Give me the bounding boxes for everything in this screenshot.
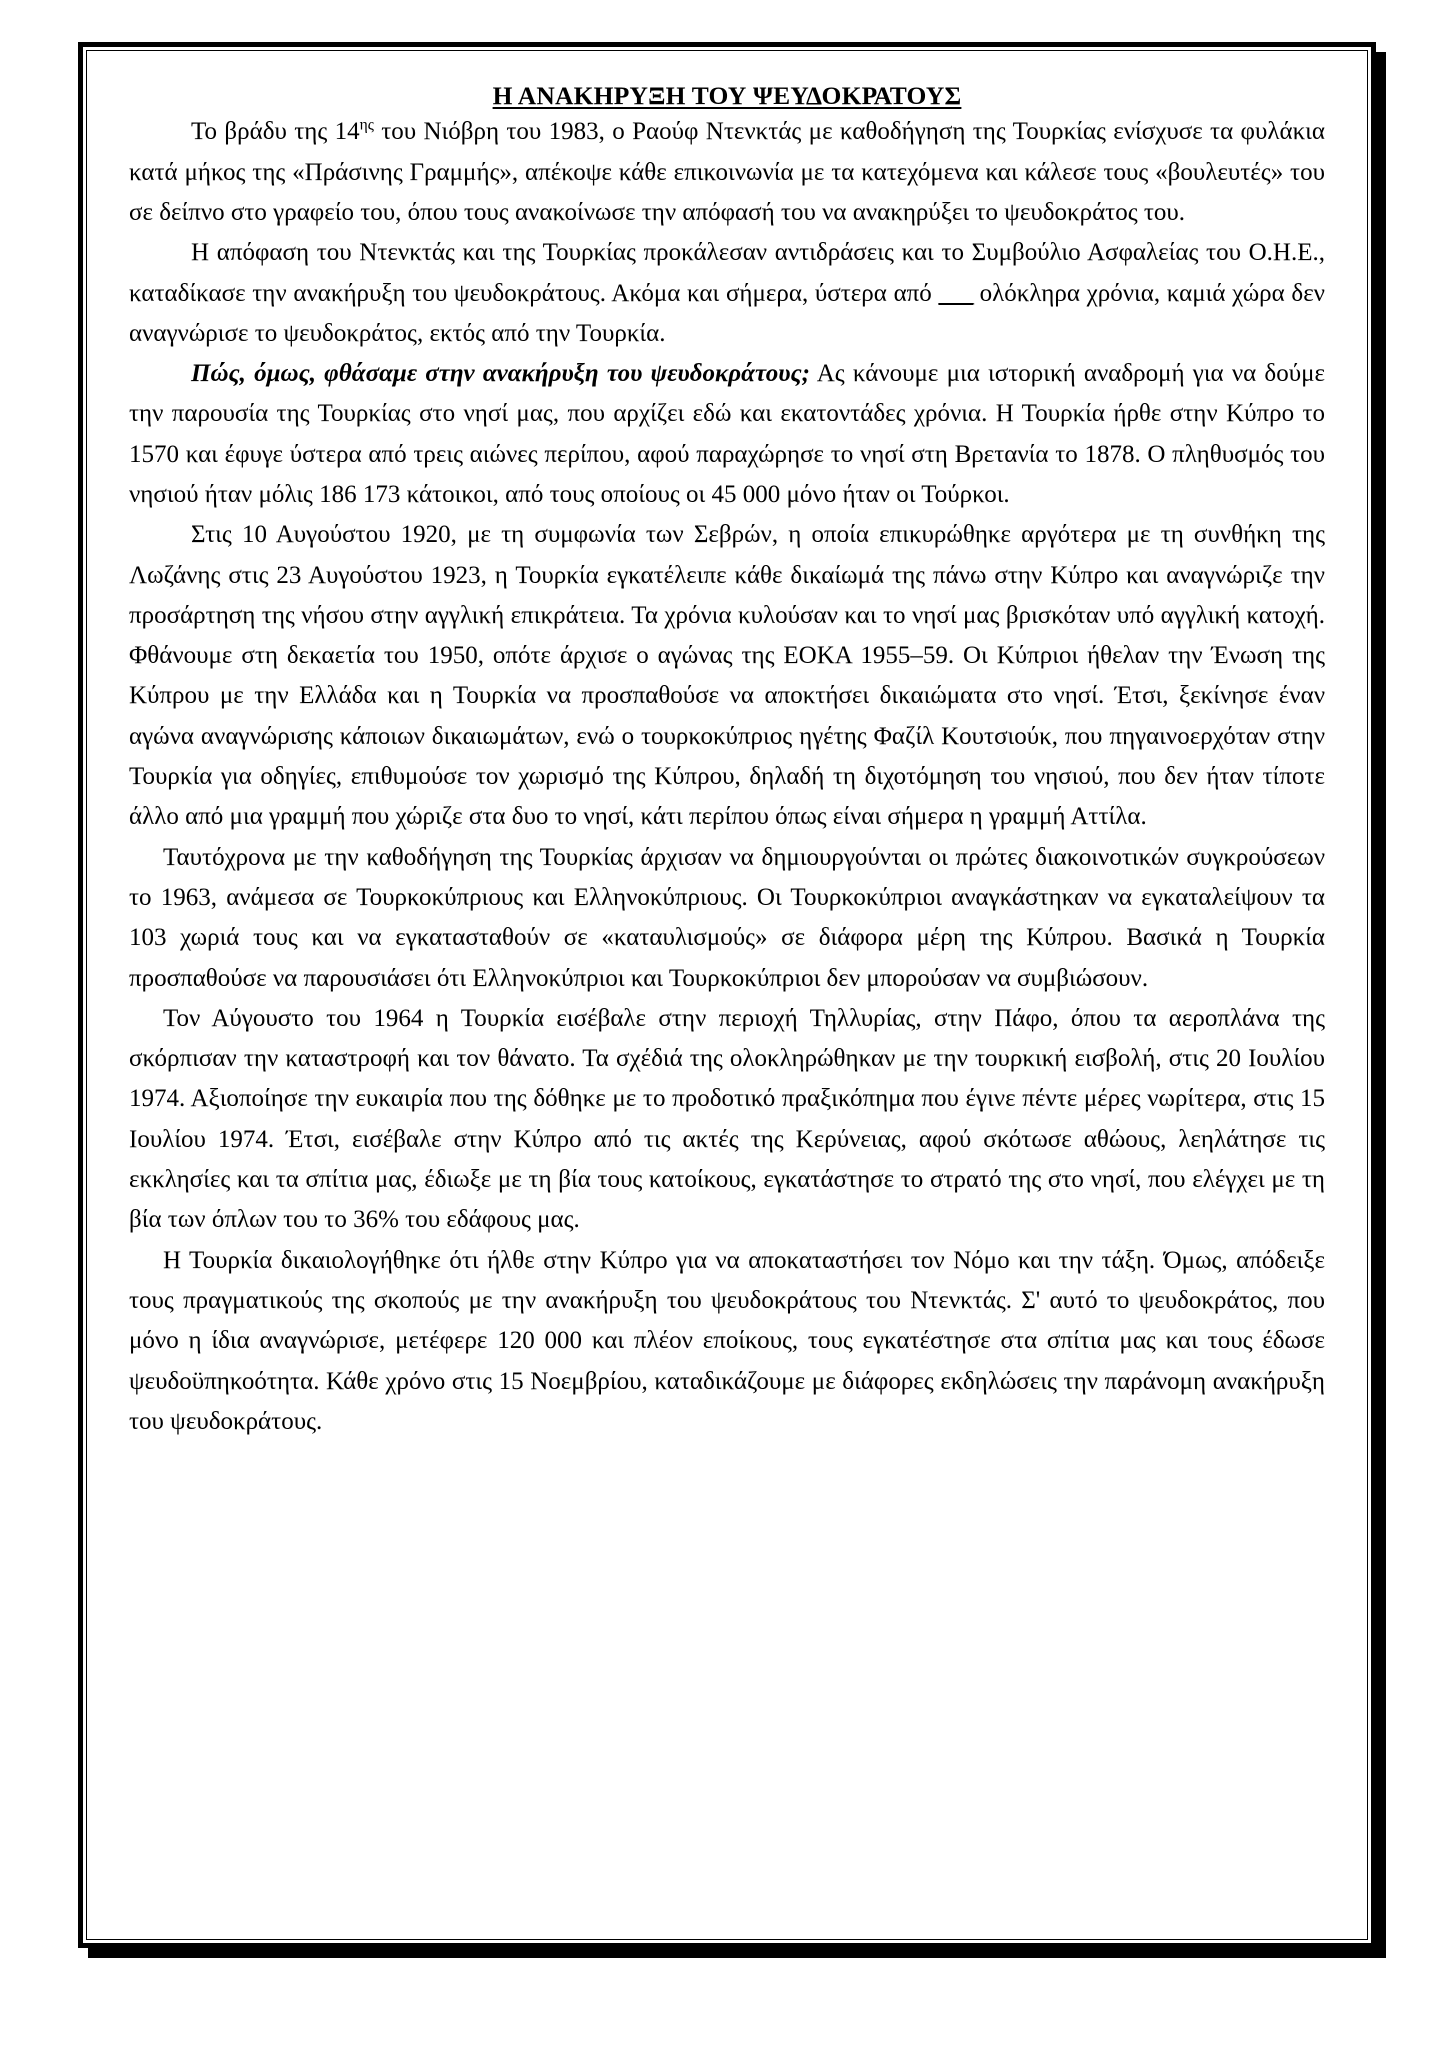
document-body [83, 47, 1371, 1943]
paragraph-5: Ταυτόχρονα με την καθοδήγηση της Τουρκίας άρχισαν να δημιουργούνται οι πρώτες διακοινοτικών συγκρούσεων το 1963, ανάμεσα σε Τουρκοκύπριους και Ελληνοκύπριους. Οι Τουρκοκύπριοι αναγκάστηκαν να εγκαταλείψουν τα 103 χωριά τους και να εγκατασταθούν σε «καταυλισμούς» σε διάφορα μέρη της Κύπρου. Βασικά η Τουρκία προσπαθούσε να παρουσιάσει ότι Ελληνοκύπριοι και Τουρκοκύπριοι δεν μπορούσαν να συμβιώσουν. [129, 843, 1325, 992]
paragraph-2-part-b: ολόκληρα χρόνια, καμιά χώρα δεν αναγνώρισε το ψευδοκράτος, εκτός από την Τουρκία. [129, 279, 1325, 347]
ordinal-superscript: ης [359, 116, 374, 134]
paragraph-1 [129, 112, 1325, 233]
paragraph-2-part-a: Η απόφαση του Ντενκτάς και της Τουρκίας προκάλεσαν αντιδράσεις και το Συμβούλιο Ασφαλείας του Ο.Η.Ε., καταδίκασε την ανακήρυξη του ψευδοκράτους. Ακόμα και σήμερα, ύστερα από [129, 239, 1325, 307]
paragraph-4: Στις 10 Αυγούστου 1920, με τη συμφωνία των Σεβρών, η οποία επικυρώθηκε αργότερα με τη συνθήκη της Λωζάνης στις 23 Αυγούστου 1923, η Τουρκία εγκατέλειπε κάθε δικαίωμά της πάνω στην Κύπρο και αναγνώριζε την προσάρτηση της νήσου στην αγγλική επικράτεια. Τα χρόνια κυλούσαν και το νησί μας βρισκόταν υπό αγγλική κατοχή. Φθάνουμε στη δεκαετία του 1950, οπότε άρχισε ο αγώνας της ΕΟΚΑ 1955–59. Οι Κύπριοι ήθελαν την Ένωση της Κύπρου με την Ελλάδα και η Τουρκία να προσπαθούσε να αποκτήσει δικαιώματα στο νησί. Έτσι, ξεκίνησε έναν αγώνα αναγνώρισης κάποιων δικαιωμάτων, ενώ ο τουρκοκύπριος ηγέτης Φαζίλ Κουτσιούκ, που πηγαινοερχόταν στην Τουρκία για οδηγίες, επιθυμούσε τον χωρισμό της Κύπρου, δηλαδή τη διχοτόμηση του νησιού, που δεν ήταν τίποτε άλλο από μια γραμμή που χώριζε στα δυο το νησί, κάτι περίπου όπως είναι σήμερα η γραμμή Αττίλα. [129, 521, 1325, 831]
paragraph-6: Τον Αύγουστο του 1964 η Τουρκία εισέβαλε στην περιοχή Τηλλυρίας, στην Πάφο, όπου τα αεροπλάνα της σκόρπισαν την καταστροφή και τον θάνατο. Τα σχέδιά της ολοκληρώθηκαν με την τουρκική εισβολή, στις 20 Ιουλίου 1974. Αξιοποίησε την ευκαιρία που της δόθηκε με το προδοτικό πραξικόπημα που έγινε πέντε μέρες νωρίτερα, στις 15 Ιουλίου 1974. Έτσι, εισέβαλε στην Κύπρο από τις ακτές της Κερύνειας, αφού σκότωσε αθώους, λεηλάτησε τις εκκλησίες και τα σπίτια μας, έδιωξε με τη βία τους κατοίκους, εγκατάστησε το στρατό της στο νησί, που ελέγχει με τη βία των όπλων του το 36% του εδάφους μας. [129, 1004, 1325, 1234]
document-page-border [78, 42, 1376, 1948]
page-title [129, 81, 1325, 110]
paragraph-3 [129, 354, 1325, 515]
page-title-text: Η ΑΝΑΚΗΡΥΞΗ ΤΟΥ ΨΕΥΔΟΚΡΑΤΟΥΣ [492, 81, 962, 110]
paragraph-1-text-before-sup: Το βράδυ της 14 [191, 118, 360, 146]
fill-in-blank: ___ [938, 279, 973, 307]
paragraph-1-text-after-sup: του Νιόβρη του 1983, ο Ραούφ Ντενκτάς με καθοδήγηση της Τουρκίας ενίσχυσε τα φυλάκια κατά μήκος της «Πράσινης Γραμμής», απέκοψε κάθε επικοινωνία με τα κατεχόμενα και κάλεσε τους «βουλευτές» του σε δείπνο στο γραφείο του, όπου τους ανακοίνωσε την απόφασή του να ανακηρύξει το ψευδοκράτος του. [129, 118, 1326, 226]
paragraph-3-question-heading: Πώς, όμως, φθάσαμε στην ανακήρυξη του ψευδοκράτους; [191, 360, 810, 388]
paragraph-7: Η Τουρκία δικαιολογήθηκε ότι ήλθε στην Κύπρο για να αποκαταστήσει τον Νόμο και την τάξη. Όμως, απόδειξε τους πραγματικούς της σκοπούς με την ανακήρυξη του ψευδοκράτους του Ντενκτάς. Σ' αυτό το ψευδοκράτος, που μόνο η ίδια αναγνώρισε, μετέφερε 120 000 και πλέον εποίκους, τους εγκατέστησε στα σπίτια μας και τους έδωσε ψευδοϋπηκοότητα. Κάθε χρόνο στις 15 Νοεμβρίου, καταδικάζουμε με διάφορες εκδηλώσεις την παράνομη ανακήρυξη του ψευδοκράτους. [129, 1246, 1325, 1435]
paragraph-2 [129, 233, 1325, 354]
paragraph-3-text: Ας κάνουμε μια ιστορική αναδρομή για να δούμε την παρουσία της Τουρκίας στο νησί μας, που αρχίζει εδώ και εκατοντάδες χρόνια. Η Τουρκία ήρθε στην Κύπρο το 1570 και έφυγε ύστερα από τρεις αιώνες περίπου, αφού παραχώρησε το νησί στη Βρετανία το 1878. Ο πληθυσμός του νησιού ήταν μόλις 186 173 κάτοικοι, από τους οποίους οι 45 000 μόνο ήταν οι Τούρκοι. [129, 360, 1325, 508]
